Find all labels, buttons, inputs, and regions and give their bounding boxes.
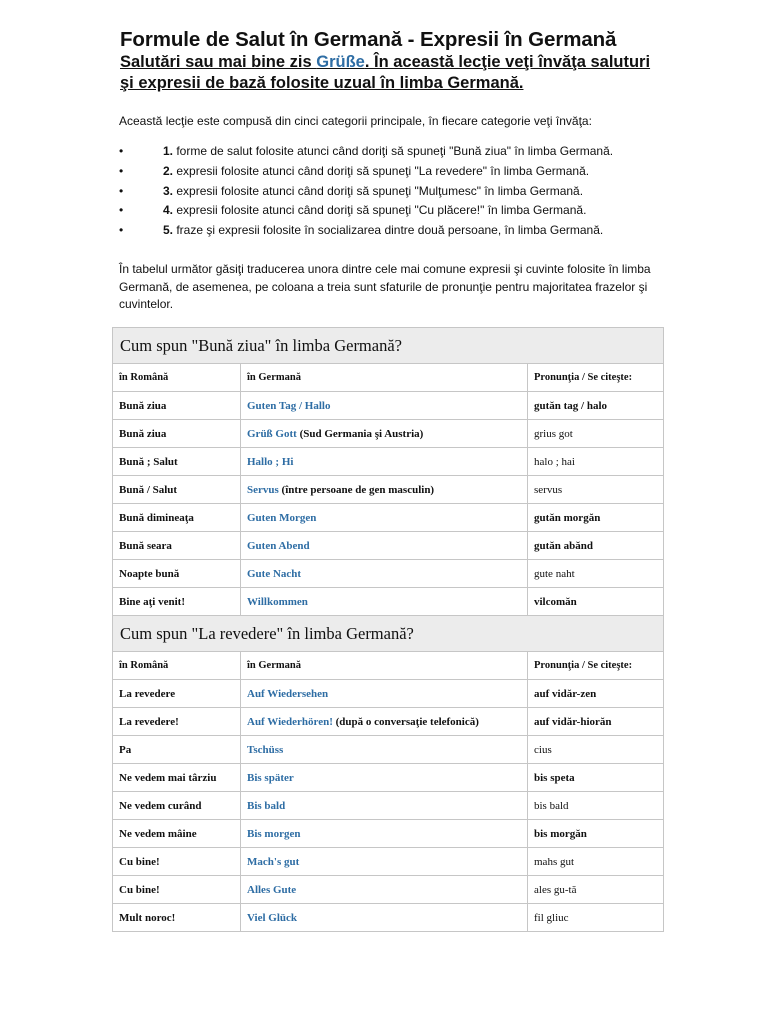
german-phrase-cell — [241, 532, 528, 560]
subtitle-keyword-link[interactable]: Grüße — [316, 53, 365, 71]
pronunciation: cius — [528, 736, 664, 764]
table-row — [113, 792, 664, 820]
table-row — [113, 504, 664, 532]
romanian-phrase: Bună ; Salut — [113, 448, 241, 476]
bullet-glyph: • — [119, 144, 124, 158]
header-romanian: în Română — [113, 364, 241, 392]
romanian-phrase: La revedere! — [113, 708, 241, 736]
romanian-phrase: La revedere — [113, 680, 241, 708]
category-number: 2. — [163, 163, 174, 178]
table-row — [113, 476, 664, 504]
german-phrase-cell — [241, 764, 528, 792]
table-row — [113, 588, 664, 616]
subtitle-text-start: Salutări sau mai bine zis — [120, 53, 317, 71]
table-row — [113, 904, 664, 932]
bullet-glyph: • — [119, 183, 124, 198]
table-row — [113, 680, 664, 708]
german-phrase-link[interactable]: Bis bald — [247, 799, 286, 812]
german-phrase-cell — [241, 392, 528, 420]
german-phrase-cell — [241, 588, 528, 616]
header-pronunciation: Pronunţia / Se citeşte: — [528, 364, 664, 392]
pronunciation: gutăn morgăn — [528, 504, 664, 532]
romanian-phrase: Cu bine! — [113, 876, 241, 904]
phrase-table — [112, 327, 664, 932]
category-description: forme de salut folosite atunci când doriţi să spuneţi "Bună ziua" în limba Germană. — [173, 144, 614, 158]
german-phrase-cell — [241, 904, 528, 932]
section-heading-row — [113, 328, 664, 364]
header-german: în Germană — [241, 652, 528, 680]
category-text — [163, 184, 583, 199]
pronunciation: mahs gut — [528, 848, 664, 876]
category-text — [163, 164, 589, 179]
column-header-row — [113, 364, 664, 392]
pronunciation: halo ; hai — [528, 448, 664, 476]
table-row — [113, 736, 664, 764]
category-number: 1. — [163, 144, 174, 158]
section-heading-row — [113, 616, 664, 652]
pronunciation: bis morgăn — [528, 820, 664, 848]
category-description: fraze şi expresii folosite în socializarea dintre două persoane, în limba Germană. — [173, 223, 604, 238]
romanian-phrase: Ne vedem mâine — [113, 820, 241, 848]
bullet-glyph: • — [119, 163, 124, 178]
page-subtitle — [120, 52, 665, 94]
phrase-note: (între persoane de gen masculin) — [278, 483, 435, 496]
table-row — [113, 560, 664, 588]
phrase-note: (Sud Germania şi Austria) — [296, 427, 424, 440]
german-phrase-link[interactable]: Guten Abend — [247, 539, 310, 552]
pronunciation: fil gliuc — [528, 904, 664, 932]
subtitle-text-end: . În această lecţie veţi învăţa saluturi şi expresii de bază folosite uzual în limba Germană. — [120, 53, 651, 92]
german-phrase-cell — [241, 736, 528, 764]
german-phrase-cell — [241, 876, 528, 904]
header-pronunciation: Pronunţia / Se citeşte: — [528, 652, 664, 680]
table-description: În tabelul următor găsiţi traducerea unora dintre cele mai comune expresii şi cuvinte folosite în limba Germană, de asemenea, pe coloana a treia sunt sfaturile de pronunţie pentru majoritatea frazelor şi cuvintelor. — [119, 262, 651, 311]
german-phrase-link[interactable]: Mach's gut — [247, 855, 300, 868]
pronunciation: gute naht — [528, 560, 664, 588]
german-phrase-cell — [241, 476, 528, 504]
phrase-note: (după o conversaţie telefonică) — [332, 715, 479, 728]
pronunciation: auf vidăr-zen — [528, 680, 664, 708]
german-phrase-link[interactable]: Bis morgen — [247, 827, 301, 840]
pronunciation: grius got — [528, 420, 664, 448]
header-romanian: în Română — [113, 652, 241, 680]
pronunciation: ales gu-tă — [528, 876, 664, 904]
german-phrase-link[interactable]: Auf Wiederhören! — [247, 715, 333, 728]
category-number: 3. — [163, 183, 174, 198]
category-number: 4. — [163, 203, 174, 218]
table-row — [113, 764, 664, 792]
german-phrase-cell — [241, 708, 528, 736]
romanian-phrase: Bună ziua — [113, 392, 241, 420]
german-phrase-link[interactable]: Guten Morgen — [247, 511, 317, 524]
german-phrase-cell — [241, 560, 528, 588]
intro-text: Această lecţie este compusă din cinci categorii principale, în fiecare categorie veţi învăţa: — [119, 114, 592, 128]
pronunciation: gutăn tag / halo — [528, 392, 664, 420]
pronunciation: bis speta — [528, 764, 664, 792]
romanian-phrase: Ne vedem mai târziu — [113, 764, 241, 792]
pronunciation: auf vidăr-hiorăn — [528, 708, 664, 736]
page-title: Formule de Salut în Germană - Expresii în Germană — [120, 28, 617, 51]
table-row — [113, 420, 664, 448]
pronunciation: gutăn abănd — [528, 532, 664, 560]
romanian-phrase: Bună seara — [113, 532, 241, 560]
romanian-phrase: Bună ziua — [113, 420, 241, 448]
romanian-phrase: Bună / Salut — [113, 476, 241, 504]
category-description: expresii folosite atunci când doriţi să spuneţi "Cu plăcere!" în limba Germană. — [173, 203, 587, 218]
table-row — [113, 848, 664, 876]
bullet-glyph: • — [119, 223, 124, 238]
german-phrase-link[interactable]: Guten Tag / Hallo — [247, 399, 331, 412]
german-phrase-cell — [241, 680, 528, 708]
german-phrase-cell — [241, 792, 528, 820]
romanian-phrase: Ne vedem curând — [113, 792, 241, 820]
table-row — [113, 392, 664, 420]
romanian-phrase: Mult noroc! — [113, 904, 241, 932]
german-phrase-cell — [241, 820, 528, 848]
bullet-glyph: • — [119, 203, 124, 218]
category-description: expresii folosite atunci când doriţi să spuneţi "Mulţumesc" în limba Germană. — [173, 183, 584, 198]
german-phrase-link[interactable]: Alles Gute — [247, 883, 297, 896]
german-phrase-link[interactable]: Auf Wiedersehen — [247, 687, 329, 700]
table-row — [113, 448, 664, 476]
german-phrase-link[interactable]: Viel Glück — [247, 911, 298, 924]
table-row — [113, 532, 664, 560]
romanian-phrase: Noapte bună — [113, 560, 241, 588]
category-number: 5. — [163, 223, 174, 238]
german-phrase-cell — [241, 504, 528, 532]
pronunciation: bis bald — [528, 792, 664, 820]
pronunciation: servus — [528, 476, 664, 504]
german-phrase-link[interactable]: Tschüss — [247, 743, 284, 756]
german-phrase-cell — [241, 420, 528, 448]
german-phrase-link[interactable]: Bis später — [247, 771, 294, 784]
header-german: în Germană — [241, 364, 528, 392]
category-text — [163, 203, 586, 218]
table-row — [113, 708, 664, 736]
table-row — [113, 820, 664, 848]
german-phrase-link[interactable]: Servus — [247, 483, 279, 496]
pronunciation: vilcomăn — [528, 588, 664, 616]
table-row — [113, 876, 664, 904]
column-header-row — [113, 652, 664, 680]
romanian-phrase: Bună dimineaţa — [113, 504, 241, 532]
category-text — [163, 223, 603, 238]
category-text — [163, 144, 613, 159]
german-phrase-link[interactable]: Hallo ; Hi — [247, 455, 294, 468]
category-description: expresii folosite atunci când doriţi să spuneţi "La revedere" în limba Germană. — [173, 163, 590, 178]
german-phrase-link[interactable]: Grüß Gott — [247, 427, 297, 440]
romanian-phrase: Bine aţi venit! — [113, 588, 241, 616]
german-phrase-cell — [241, 448, 528, 476]
section-heading: Cum spun "La revedere" în limba Germană? — [113, 616, 664, 652]
romanian-phrase: Cu bine! — [113, 848, 241, 876]
german-phrase-link[interactable]: Willkommen — [247, 595, 308, 608]
section-heading: Cum spun "Bună ziua" în limba Germană? — [113, 328, 664, 364]
romanian-phrase: Pa — [113, 736, 241, 764]
german-phrase-cell — [241, 848, 528, 876]
german-phrase-link[interactable]: Gute Nacht — [247, 567, 302, 580]
